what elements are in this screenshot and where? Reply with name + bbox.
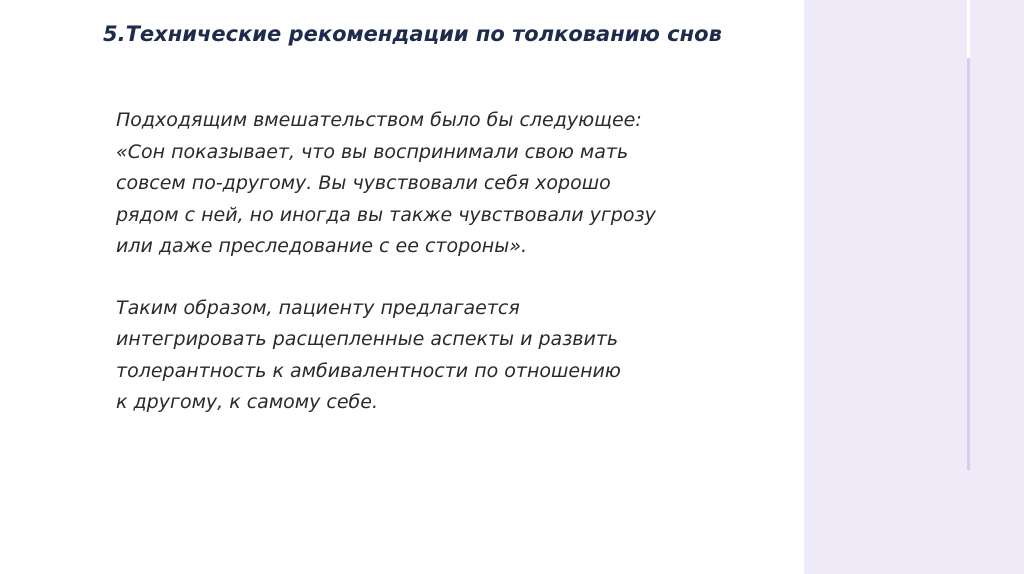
side-decoration-line (967, 58, 970, 470)
side-decoration-panel (804, 0, 1024, 574)
slide-title: 5.Технические рекомендации по толкованию снов (103, 22, 722, 46)
slide-body (116, 105, 776, 419)
paragraph-intervention: Подходящим вмешательством было бы следующее: «Сон показывает, что вы воспринимали свою мать совсем по-другому. Вы чувствовали себя хорошо рядом с ней, но иногда вы также чувствовали угрозу или даже преследование с ее стороны». (116, 109, 656, 257)
paragraph-conclusion: Таким образом, пациенту предлагается интегрировать расщепленные аспекты и развить толерантность к амбивалентности по отношению к другому, к самому себе. (116, 296, 621, 413)
side-decoration-line-top (967, 0, 970, 58)
